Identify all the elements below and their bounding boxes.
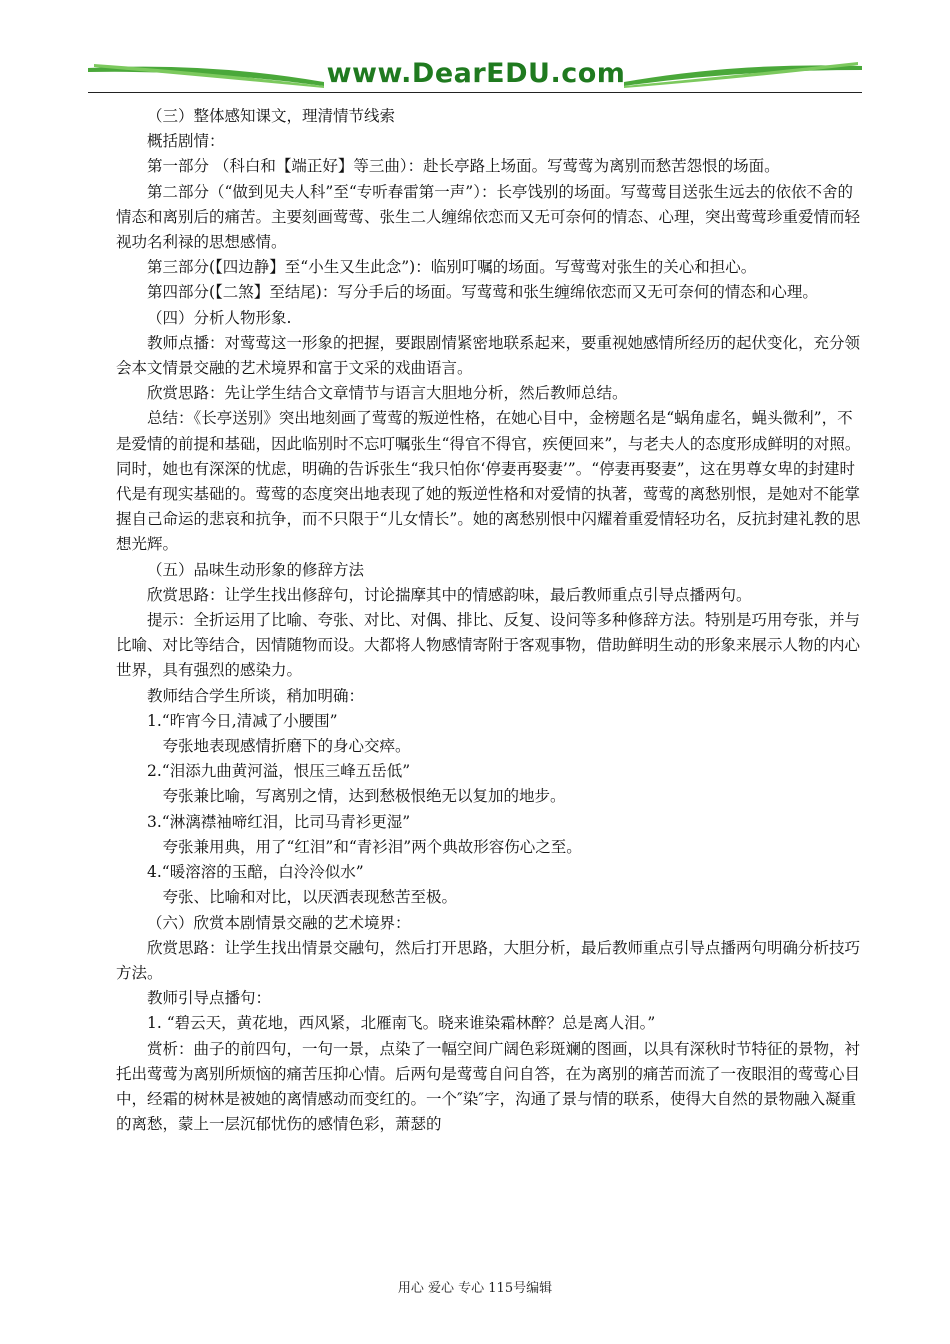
list-item-note: 夸张兼比喻，写离别之情，达到愁极恨绝无以复加的地步。 <box>162 787 566 806</box>
paragraph: 第二部分（“做到见夫人科”至“专听春雷第一声”）：长亭饯别的场面。写莺莺目送张生远去的依依不舍的情态和离别后的痛苦。主要刻画莺莺、张生二人缠绵依恋而又无可奈何的情态、心理，突出莺莺珍重爱情而轻视功名利禄的思想感情。 <box>116 182 861 252</box>
site-url: www.DearEDU.com <box>326 58 626 89</box>
page-footer: 用心 爱心 专心 115号编辑 <box>397 1281 553 1296</box>
paragraph: 第一部分 （科白和【端正好】等三曲）：赴长亭路上场面。写莺莺为离别而愁苦怨恨的场面。 <box>147 157 780 176</box>
paragraph: 概括剧情： <box>147 132 225 151</box>
paragraph: 教师结合学生所谈，稍加明确： <box>147 686 365 705</box>
paragraph: 总结：《长亭送别》突出地刻画了莺莺的叛逆性格，在她心目中，金榜题名是“蜗角虚名，蝇头微利”，不是爱情的前提和基础，因此临别时不忘叮嘱张生“得官不得官，疾便回来”，与老夫人的态度形成鲜明的对照。同时，她也有深深的忧虑，明确的告诉张生“我只怕你‘停妻再娶妻’”。“停妻再娶妻”，这在男尊女卑的封建时代是有现实基础的。莺莺的态度突出地表现了她的叛逆性格和对爱情的执著，莺莺的离愁别恨，是她对不能掌握自己命运的悲哀和抗争，而不只限于“儿女情长”。她的离愁别恨中闪耀着重爱情轻功名，反抗封建礼教的思想光辉。 <box>116 409 861 554</box>
page-header <box>88 52 862 98</box>
paragraph: 欣赏思路：让学生找出修辞句，讨论揣摩其中的情感韵味，最后教师重点引导点播两句。 <box>147 585 752 604</box>
list-item: 4.“暖溶溶的玉醅，白泠泠似水” <box>147 863 364 882</box>
paragraph: 教师引导点播句： <box>147 989 272 1008</box>
list-item: 1.“昨宵今日,清减了小腰围” <box>147 711 338 730</box>
document-body <box>116 104 864 1137</box>
paragraph: 第三部分(【四边静】至“小生又生此念”)：临别叮嘱的场面。写莺莺对张生的关心和担心。 <box>147 258 757 277</box>
section-heading: （六）欣赏本剧情景交融的艺术境界： <box>147 913 411 932</box>
list-item: 2.“泪添九曲黄河溢，恨压三峰五岳低” <box>147 762 411 781</box>
paragraph: 欣赏思路：让学生找出情景交融句，然后打开思路，大胆分析，最后教师重点引导点播两句明确分析技巧方法。 <box>116 938 861 982</box>
paragraph: 1. “碧云天，黄花地，西风紧，北雁南飞。晓来谁染霜林醉？总是离人泪。” <box>147 1014 656 1033</box>
list-item-note: 夸张、比喻和对比，以厌洒表现愁苦至极。 <box>162 888 458 907</box>
section-heading: （五）品味生动形象的修辞方法 <box>147 560 365 579</box>
list-item-note: 夸张兼用典，用了“红泪”和“青衫泪”两个典故形容伤心之至。 <box>162 837 582 856</box>
header-divider <box>88 92 862 93</box>
list-item-note: 夸张地表现感情折磨下的身心交瘁。 <box>162 737 411 756</box>
paragraph: 赏析：曲子的前四句，一句一景，点染了一幅空间广阔色彩斑斓的图画，以具有深秋时节特征的景物，衬托出莺莺为离别所烦恼的痛苦压抑心情。后两句是莺莺自问自答，在为离别的痛苦而流了一夜眼泪的莺莺心目中，经霜的树林是被她的离情感动而变红的。一个″染″字，沟通了景与情的联系，使得大自然的景物融入凝重的离愁，蒙上一层沉郁忧伤的感情色彩，萧瑟的 <box>116 1039 861 1134</box>
paragraph: 提示：全折运用了比喻、夸张、对比、对偶、排比、反复、设问等多种修辞方法。特别是巧用夸张，并与比喻、对比等结合，因情随物而设。大都将人物感情寄附于客观事物，借助鲜明生动的形象来展示人物的内心世界，具有强烈的感染力。 <box>116 611 861 680</box>
section-heading: （三）整体感知课文，理清情节线索 <box>147 107 396 125</box>
paragraph: 欣赏思路：先让学生结合文章情节与语言大胆地分析，然后教师总结。 <box>147 384 628 403</box>
section-heading: （四）分析人物形象. <box>147 308 292 327</box>
paragraph: 第四部分(【二煞】至结尾)：写分手后的场面。写莺莺和张生缠绵依恋而又无可奈何的情态和心理。 <box>147 283 818 302</box>
list-item: 3.“淋漓襟袖啼红泪，比司马青衫更湿” <box>147 812 411 831</box>
paragraph: 教师点播：对莺莺这一形象的把握，要跟剧情紧密地联系起来，要重视她感情所经历的起伏变化，充分领会本文情景交融的艺术境界和富于文采的戏曲语言。 <box>116 333 861 378</box>
